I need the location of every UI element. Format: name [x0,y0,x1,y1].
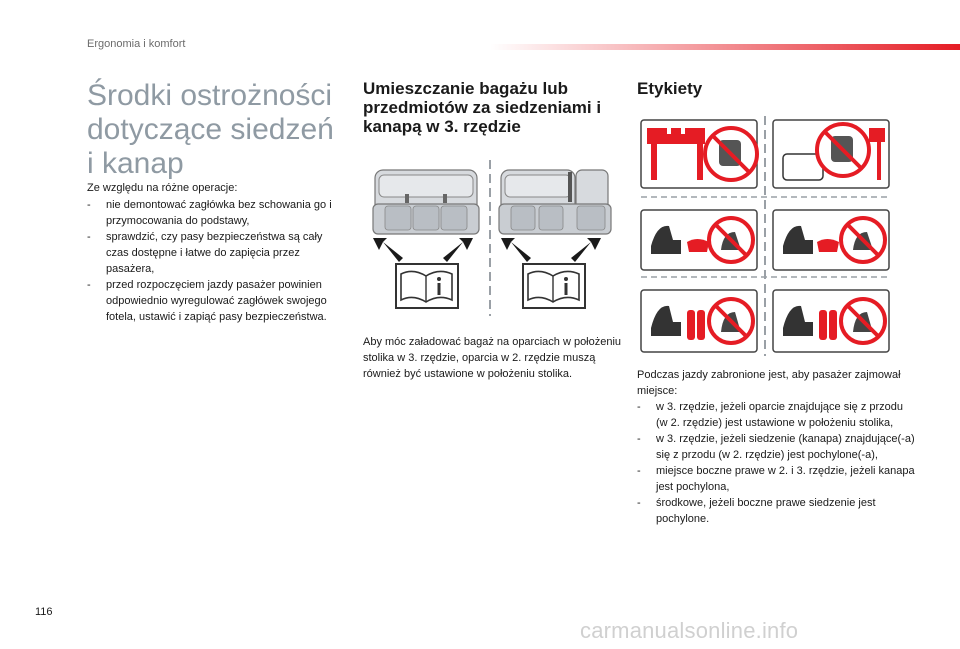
tilted-seat-icon [773,290,889,352]
dash-mark: - [87,199,91,211]
tilted-seat-icon [641,290,757,352]
list-item [87,197,347,229]
dash-mark: - [87,279,91,291]
dash-mark: - [637,433,641,445]
watermark: carmanualsonline.info [580,618,799,643]
right-intro: Podczas jazdy zabronione jest, aby pasażer zajmował miejsce: [637,369,901,397]
right-list [637,399,917,527]
seat-row-icon [499,170,611,234]
left-body [87,180,347,325]
table-seat-icon [641,120,757,188]
left-title: Środki ostrożności dotyczące siedzeń i kanap [87,79,334,180]
list-item-text: w 3. rzędzie, jeżeli oparcie znajdujące się z przodu (w 2. rzędzie) jest ustawione w położeniu stolika, [656,401,904,429]
seat-row-icon [373,170,479,234]
manual-book-icon [396,264,458,308]
list-item-text: miejsce boczne prawe w 2. i 3. rzędzie, jeżeli kanapa jest pochylona, [656,465,915,493]
manual-book-icon [523,264,585,308]
list-item [637,399,917,431]
right-title: Etykiety [637,79,703,98]
dash-mark: - [637,401,641,413]
middle-body: Aby móc załadować bagaż na oparciach w położeniu stolika w 3. rzędzie, oparcia w 2. rzędzie muszą również być ustawione w położeniu stolika. [363,336,622,380]
tilted-seat-icon [773,210,889,270]
list-item-text: przed rozpoczęciem jazdy pasażer powinien odpowiednio wyregulować zagłówek swojego fotela, ustawić i zapiąć pasy bezpieczeństwa. [106,279,327,323]
middle-title: Umieszczanie bagażu lub przedmiotów za siedzeniami i kanapą w 3. rzędzie [363,79,602,136]
list-item [637,431,917,463]
right-body [637,367,917,527]
list-item [87,229,347,277]
list-item [637,495,917,527]
left-intro: Ze względu na różne operacje: [87,182,238,194]
tilted-seat-icon [641,210,757,270]
dash-mark: - [637,465,641,477]
no-passenger-icon [773,120,889,188]
dash-mark: - [87,231,91,243]
header-accent-bar [490,44,960,50]
list-item-text: sprawdzić, czy pasy bezpieczeństwa są cały czas dostępne i łatwe do zapięcia przez pasażera, [106,231,323,275]
dash-mark: - [637,497,641,509]
left-list [87,197,347,325]
labels-illustration [637,114,893,358]
section-header: Ergonomia i komfort [87,38,186,50]
list-item-text: w 3. rzędzie, jeżeli siedzenie (kanapa) znajdujące(-a) się z przodu (w 2. rzędzie) jest pochylone(-a), [656,433,915,461]
page-number: 116 [35,606,53,618]
list-item-text: nie demontować zagłówka bez schowania go i przymocowania do podstawy, [106,199,332,227]
list-item-text: środkowe, jeżeli boczne prawe siedzenie jest pochylone. [656,497,876,525]
arrows [373,238,601,262]
luggage-illustration [363,158,623,318]
list-item [637,463,917,495]
list-item [87,277,347,325]
